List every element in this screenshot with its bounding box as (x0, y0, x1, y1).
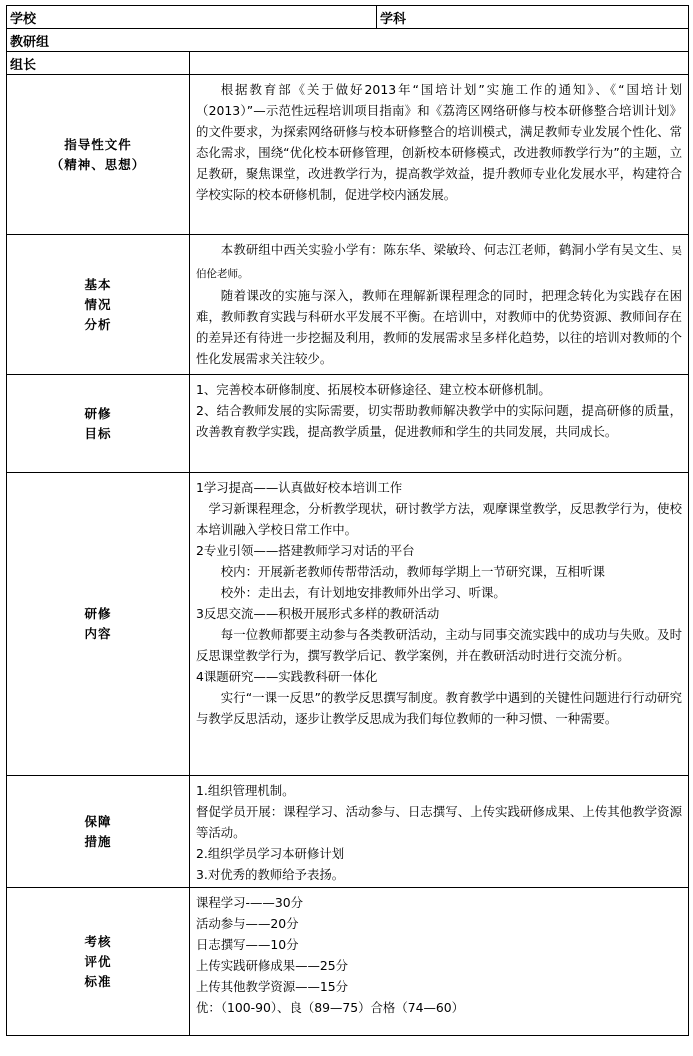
header-row-school (7, 6, 689, 29)
content-label-2: 内容 (84, 626, 112, 641)
content-para-3: 每一位教师都要主动参与各类教研活动，主动与同事交流实践中的成功与失败。及时反思课堂教学行为，撰写教学后记、教学案例，并在教研活动时进行交流分析。 (196, 627, 683, 663)
goal-item-1: 1、完善校本研修制度、拓展校本研修途径、建立校本研修机制。 (196, 382, 551, 397)
basic-text-cell (190, 235, 689, 375)
school-label: 学校 (10, 11, 37, 27)
measures-text-cell (190, 776, 689, 888)
plan-table (6, 5, 689, 1036)
row-measures (7, 776, 689, 888)
guide-text: 根据教育部《关于做好2013年“国培计划”实施工作的通知》、《“国培计划（2013）”—示范性远程培训项目指南》和《荔湾区网络研修与校本研修整合培训计划》的文件要求，为探索网络研修与校本研修整合的培训模式，满足教师专业发展个性化、常态化需求，围绕“优化校本研修管理，创新校本研修模式，改进教师教学行为”的主题，立足教研，聚焦课堂，改进教学行为，提高教学效益，提升教师专业化发展水平，构建符合学校实际的校本研修机制，促进学校内涵发展。 (196, 82, 683, 202)
assessment-item-2: 活动参与——20分 (196, 916, 299, 931)
row-basic (7, 235, 689, 375)
measures-item-4: 3.对优秀的教师给予表扬。 (196, 867, 345, 882)
goal-label-2: 目标 (84, 425, 112, 441)
leader-value-cell (190, 52, 689, 75)
content-label-cell (7, 473, 190, 776)
basic-label-cell (7, 235, 190, 375)
content-para-2a: 校内：开展新老教师传帮带活动，教师每学期上一节研究课，互相听课 (220, 564, 605, 579)
content-text-cell (190, 473, 689, 776)
subject-label: 学科 (380, 11, 407, 27)
subject-cell (377, 6, 689, 29)
assessment-label-1: 考核 (84, 933, 112, 949)
goal-text-cell (190, 375, 689, 473)
measures-item-1: 1.组织管理机制。 (196, 783, 295, 798)
assessment-item-4: 上传实践研修成果——25分 (196, 958, 349, 973)
guide-label-line2: （精神、思想） (50, 156, 146, 172)
measures-label-cell (7, 776, 190, 888)
basic-para-1 (196, 239, 682, 285)
row-content (7, 473, 689, 776)
goal-label-cell (7, 375, 190, 473)
assessment-item-1: 课程学习-——30分 (196, 895, 303, 910)
basic-para-2: 随着课改的实施与深入，教师在理解新课程理念的同时，把理念转化为实践存在困难，教师教育实践与科研水平发展不平衡。在培训中，对教师中的优势资源、教师间存在的差异还有待进一步挖掘及利用，教师的发展需求呈多样化趋势，以往的培训对教师的个性化发展需求关注较少。 (196, 288, 683, 366)
measures-item-3: 2.组织学员学习本研修计划 (196, 846, 345, 861)
content-para-1: 学习新课程理念，分析教学现状，研讨教学方法，观摩课堂教学，反思教学行为，使校本培训融入学校日常工作中。 (196, 501, 683, 537)
row-goal (7, 375, 689, 473)
row-assessment (7, 888, 689, 1036)
content-heading-1: 1学习提高——认真做好校本培训工作 (196, 480, 403, 495)
guide-label-line1: 指导性文件 (64, 136, 132, 152)
guide-text-cell (190, 75, 689, 235)
basic-label-2: 情况 (84, 296, 112, 312)
basic-label-1: 基本 (84, 276, 112, 292)
basic-para-1-small: 吴伯伦老师。 (196, 245, 683, 280)
row-guide (7, 75, 689, 235)
content-heading-2: 2专业引领——搭建教师学习对话的平台 (196, 543, 415, 558)
header-row-group (7, 29, 689, 52)
leader-cell (7, 52, 190, 75)
school-cell (7, 6, 377, 29)
goal-item-2: 2、结合教师发展的实际需要，切实帮助教师解决教学中的实际问题，提高研修的质量，改善教育教学实践，提高教学质量，促进教师和学生的共同发展，共同成长。 (196, 403, 683, 439)
header-row-leader (7, 52, 689, 75)
guide-label-cell (7, 75, 190, 235)
assessment-label-3: 标准 (84, 973, 112, 989)
content-para-4: 实行“一课一反思”的教学反思撰写制度。教育教学中遇到的关键性问题进行行动研究与教学反思活动，逐步让教学反思成为我们每位教师的一种习惯、一种需要。 (196, 690, 683, 726)
measures-item-2: 督促学员开展：课程学习、活动参与、日志撰写、上传实践研修成果、上传其他教学资源等活动。 (196, 804, 683, 840)
basic-para-1-main: 本教研组中西关实验小学有：陈东华、梁敏玲、何志江老师，鹤洞小学有吴文生、 (220, 242, 672, 257)
measures-label-1: 保障 (84, 813, 112, 829)
assessment-text-cell (190, 888, 689, 1036)
group-cell (7, 29, 689, 52)
assessment-label-2: 评优 (84, 953, 112, 969)
assessment-item-6: 优：（100-90）、良（89—75）合格（74—60） (196, 1000, 465, 1015)
assessment-label-cell (7, 888, 190, 1036)
goal-label-1: 研修 (84, 405, 112, 421)
basic-label-3: 分析 (84, 316, 112, 332)
leader-label: 组长 (10, 57, 37, 73)
content-label-1: 研修 (84, 606, 112, 621)
assessment-item-5: 上传其他教学资源——15分 (196, 979, 349, 994)
content-heading-3: 3反思交流——积极开展形式多样的教研活动 (196, 606, 440, 621)
content-para-2b: 校外：走出去，有计划地安排教师外出学习、听课。 (220, 585, 506, 600)
group-label: 教研组 (10, 34, 50, 50)
plan-form (6, 5, 688, 1036)
assessment-item-3: 日志撰写——10分 (196, 937, 299, 952)
content-heading-4: 4课题研究——实践教科研一体化 (196, 669, 378, 684)
measures-label-2: 措施 (84, 833, 112, 849)
